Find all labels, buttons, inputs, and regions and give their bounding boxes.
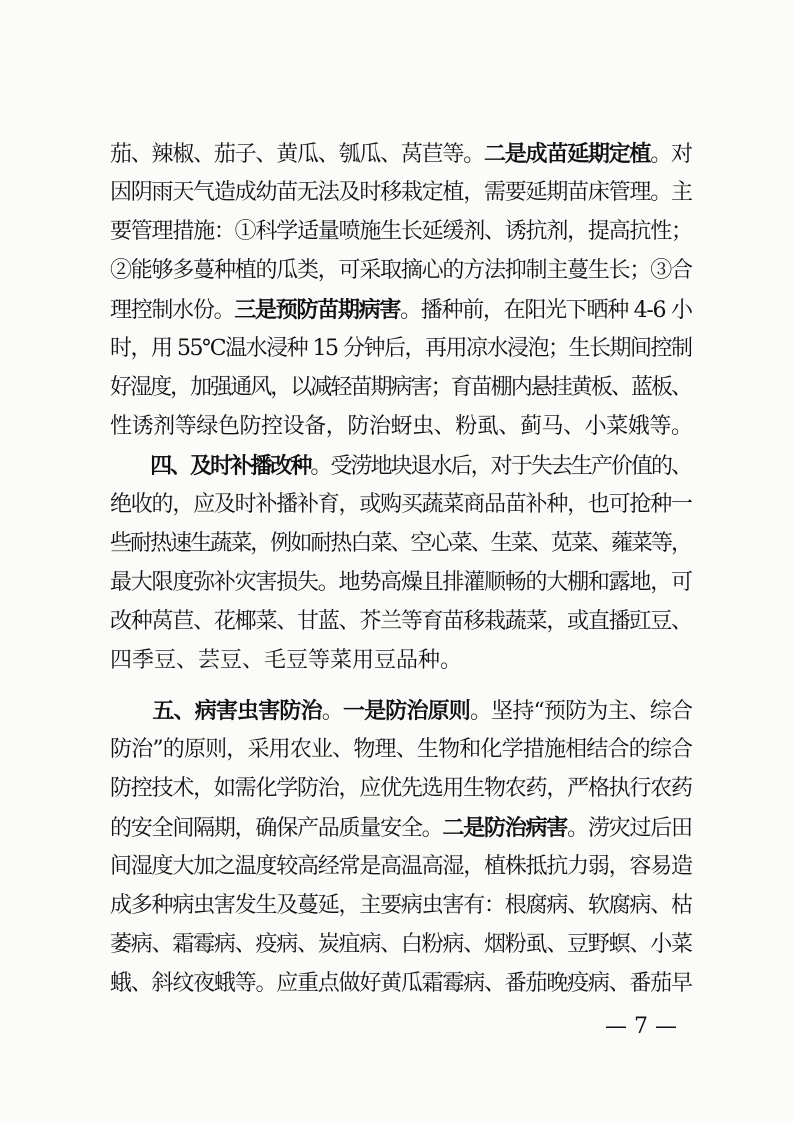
text-run: 四季豆、芸豆、毛豆等菜用豆品种。 [110,648,463,673]
text-line [110,178,693,208]
text-line [110,568,693,598]
text-line [110,735,693,765]
text-run: 。对 [650,142,692,167]
bold-run: 三是预防苗期病害 [234,297,401,323]
text-run [110,699,152,724]
text-line [110,774,693,804]
text-run: 茄、辣椒、茄子、黄瓜、瓠瓜、莴苣等。 [110,142,484,167]
text-line [110,813,693,843]
text-run: 好湿度，加强通风，以减轻苗期病害；育苗棚内悬挂黄板、蓝板、 [110,375,692,400]
text-run: 。受涝地块退水后，对于失去生产价值的、 [310,454,692,479]
text-run: 理控制水份。 [110,298,235,323]
text-run: 。坚持“预防为主、综合 [469,699,693,724]
text-run: ②能够多蔓种植的瓜类，可采取摘心的方法抑制主蔓生长；③合 [110,258,692,283]
text-run: 因阴雨天气造成幼苗无法及时移栽定植，需要延期苗床管理。主 [110,180,692,205]
text-line [110,852,693,882]
bold-run: 一是防治原则 [342,698,470,724]
text-run: 绝收的，应及时补播补育，或购买蔬菜商品苗补种，也可抢种一 [110,492,692,517]
text-line [110,891,693,921]
bold-run: 二是成苗延期定植 [483,141,651,167]
page-number: — 7 — [605,1014,677,1039]
text-line [110,412,693,442]
text-line [110,451,693,481]
text-run: 性诱剂等绿色防控设备，防治蚜虫、粉虱、蓟马、小菜娥等。 [110,414,693,439]
text-run: 。播种前，在阳光下晒种 4-6 小 [400,298,692,323]
text-run: 时，用 55℃温水浸种 15 分钟后，再用凉水浸泡；生长期间控制 [110,336,692,361]
bold-run: 二是防治病害 [442,815,568,841]
text-line [110,607,693,637]
text-line [110,969,693,999]
text-line [110,930,693,960]
text-run: 要管理措施：①科学适量喷施生长延缓剂、诱抗剂，提高抗性； [110,219,692,244]
text-run: 间湿度大加之温度较高经常是高温高湿，植株抵抗力弱，容易造 [110,854,692,879]
text-run: 的安全间隔期，确保产品质量安全。 [110,816,443,841]
text-run: 成多种病虫害发生及蔓延，主要病虫害有：根腐病、软腐病、枯 [110,893,692,918]
text-run: 萎病、霜霉病、疫病、炭疽病、白粉病、烟粉虱、豆野螟、小菜 [110,932,692,957]
text-run: 防控技术，如需化学防治，应优先选用生物农药，严格执行农药 [110,776,692,801]
text-line [110,646,693,676]
text-line [110,217,693,247]
text-run: 。 [321,699,343,724]
text-line [110,373,693,403]
text-run: 些耐热速生蔬菜，例如耐热白菜、空心菜、生菜、苋菜、蕹菜等， [110,531,692,556]
text-run: 最大限度弥补灾害损失。地势高燥且排灌顺畅的大棚和露地，可 [110,570,692,595]
text-line [110,256,693,286]
text-line [110,334,693,364]
text-run: 。涝灾过后田 [567,816,692,841]
text-line [110,490,693,520]
text-run: 蛾、斜纹夜蛾等。应重点做好黄瓜霜霉病、番茄晚疫病、番茄早 [110,971,692,996]
text-line [110,696,693,726]
bold-run: 四、及时补播改种 [150,453,311,479]
text-run [110,454,150,479]
text-line [110,529,693,559]
text-run: 改种莴苣、花椰菜、甘蓝、芥兰等育苗移栽蔬菜，或直播豇豆、 [110,609,692,634]
bold-run: 五、病害虫害防治 [152,698,322,724]
text-line [110,139,693,169]
text-line [110,295,693,325]
text-run: 防治”的原则，采用农业、物理、生物和化学措施相结合的综合 [110,737,693,762]
